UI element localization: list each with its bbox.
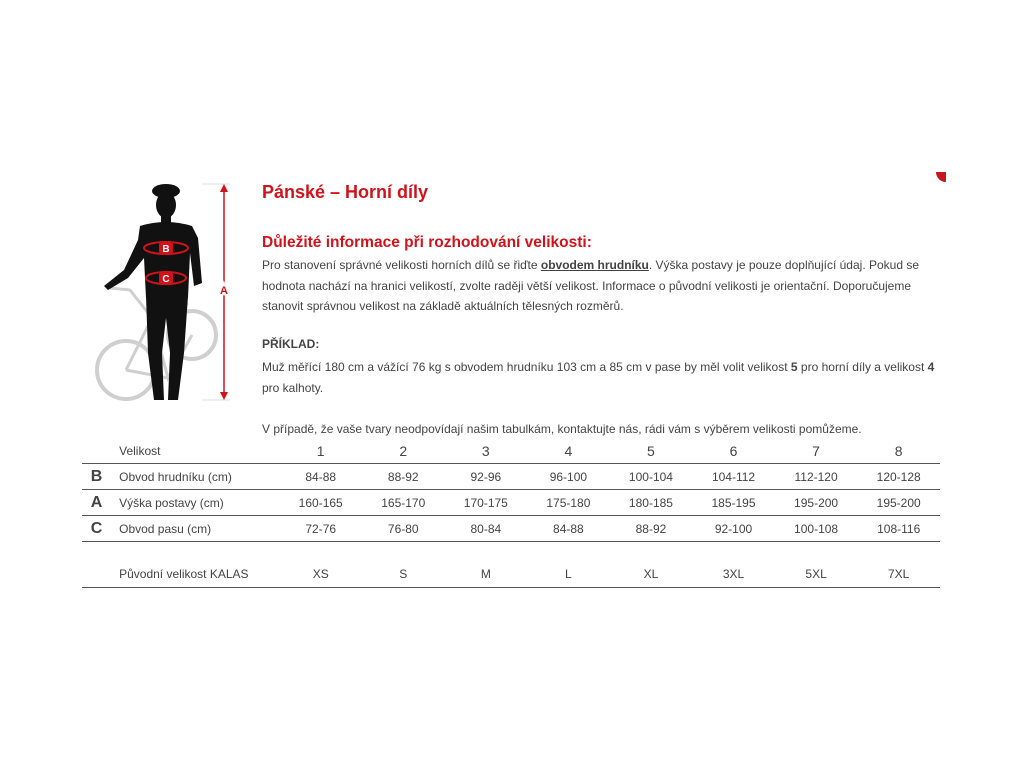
table-cell: 5XL <box>775 561 858 588</box>
intro-emphasis: obvodem hrudníku <box>540 258 649 272</box>
example-size-bottom: 4 <box>927 360 935 374</box>
page-title: Pánské – Horní díly <box>262 182 429 202</box>
table-cell: 92-100 <box>692 516 775 542</box>
example-size-top: 5 <box>790 360 798 374</box>
corner-accent <box>936 172 946 182</box>
marker-b-label: B <box>162 244 170 255</box>
table-cell: 180-185 <box>610 490 693 516</box>
table-cell: 170-175 <box>445 490 528 516</box>
size-header-cell: 3 <box>481 442 490 459</box>
example-paragraph <box>262 357 942 398</box>
table-cell: 185-195 <box>692 490 775 516</box>
size-table <box>82 438 940 588</box>
table-cell: 112-120 <box>775 464 858 490</box>
row-label: Obvod pasu (cm) <box>111 516 279 542</box>
table-cell: 165-170 <box>362 490 445 516</box>
size-header-cell: 1 <box>316 442 325 459</box>
table-cell: 88-92 <box>610 516 693 542</box>
table-cell: 72-76 <box>279 516 362 542</box>
table-cell: XS <box>279 561 362 588</box>
section-subtitle: Důležité informace při rozhodování velikosti: <box>262 234 592 251</box>
table-cell: 195-200 <box>775 490 858 516</box>
table-cell: 100-104 <box>610 464 693 490</box>
row-letter: C <box>82 516 111 542</box>
intro-paragraph <box>262 255 942 317</box>
example-text-2: pro horní díly a velikost <box>797 360 928 374</box>
row-label: Výška postavy (cm) <box>111 490 279 516</box>
body-measurement-figure <box>90 178 240 423</box>
table-cell: 108-116 <box>857 516 940 542</box>
size-header-label: Velikost <box>119 443 161 458</box>
marker-c-label: C <box>162 274 170 285</box>
table-cell: 92-96 <box>445 464 528 490</box>
marker-a-label: A <box>220 285 228 297</box>
row-letter <box>82 561 111 588</box>
table-cell: XL <box>610 561 693 588</box>
table-cell: 100-108 <box>775 516 858 542</box>
table-cell: S <box>362 561 445 588</box>
table-row-chest <box>82 464 940 490</box>
cyclist-silhouette-icon <box>104 184 202 400</box>
table-cell: M <box>445 561 528 588</box>
table-cell: 160-165 <box>279 490 362 516</box>
table-cell: 80-84 <box>445 516 528 542</box>
row-letter: A <box>82 490 111 516</box>
size-header-cell: 5 <box>647 442 655 459</box>
table-cell: 96-100 <box>527 464 610 490</box>
example-text-3: pro kalhoty. <box>262 380 324 395</box>
row-label: Původní velikost KALAS <box>111 561 279 588</box>
size-table-header-row <box>82 438 940 464</box>
example-text-1: Muž měřící 180 cm a vážící 76 kg s obvodem hrudníku 103 cm a 85 cm v pase by měl volit velikost <box>262 360 791 374</box>
size-header-cell: 7 <box>812 442 820 459</box>
table-cell: 84-88 <box>279 464 362 490</box>
table-row-original-size <box>82 561 940 588</box>
table-cell: 120-128 <box>857 464 940 490</box>
intro-text-after: . Výška postavy je pouze doplňující údaj. Pokud se hodnota nachází na hranici velikostí, zvolte raději větší velikost. Informace o původní velikosti je orientační. Doporučujeme stanovit správnou velikost na základě aktuálních tělesných rozměrů. <box>262 258 920 313</box>
table-spacer-row <box>82 542 940 562</box>
table-cell: 3XL <box>692 561 775 588</box>
table-row-height <box>82 490 940 516</box>
table-row-waist <box>82 516 940 542</box>
table-cell: 175-180 <box>527 490 610 516</box>
row-letter: B <box>82 464 111 490</box>
table-cell: 7XL <box>857 561 940 588</box>
header-letter-cell <box>82 438 111 464</box>
size-header-cell: 4 <box>564 442 573 459</box>
spacer-cell <box>82 542 940 562</box>
contact-note: V případě, že vaše tvary neodpovídají našim tabulkám, kontaktujte nás, rádi vám s výběrem velikosti pomůžeme. <box>262 422 862 436</box>
example-label: PŘÍKLAD: <box>262 337 320 351</box>
table-cell: 76-80 <box>362 516 445 542</box>
intro-text-before: Pro stanovení správné velikosti horních dílů se řiďte <box>262 258 541 272</box>
table-cell: 88-92 <box>362 464 445 490</box>
table-cell: L <box>527 561 610 588</box>
table-cell: 104-112 <box>692 464 775 490</box>
size-header-cell: 6 <box>729 442 738 459</box>
table-cell: 84-88 <box>527 516 610 542</box>
table-cell: 195-200 <box>857 490 940 516</box>
row-label: Obvod hrudníku (cm) <box>111 464 279 490</box>
size-header-cell: 2 <box>399 442 408 459</box>
size-header-cell: 8 <box>894 442 903 459</box>
